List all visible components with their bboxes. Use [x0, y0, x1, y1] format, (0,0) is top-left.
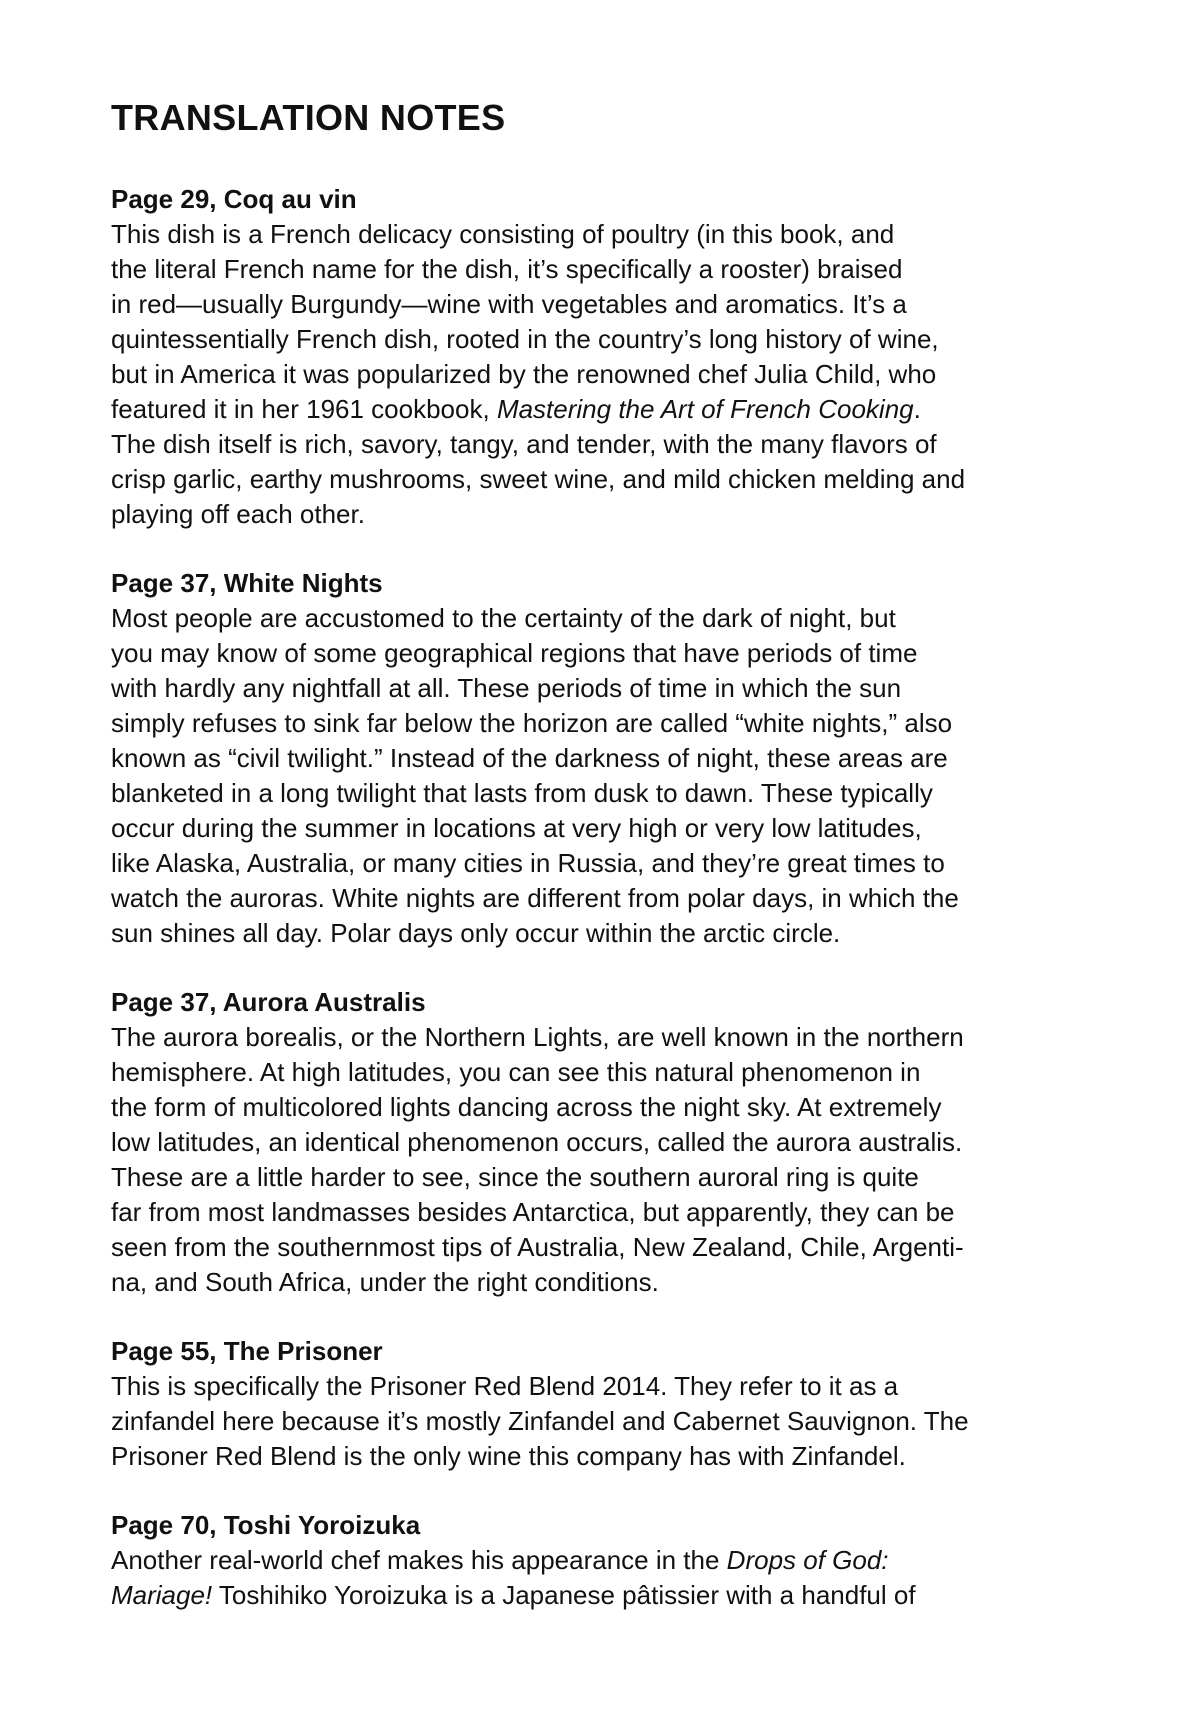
note-coq-au-vin	[111, 182, 1111, 532]
note-aurora-australis	[111, 985, 1111, 1300]
note-body-text: Toshihiko Yoroizuka is a Japanese pâtissier with a handful of	[212, 1580, 916, 1610]
note-heading: Page 37, White Nights	[111, 568, 383, 598]
note-body-text: This dish is a French delicacy consisting of poultry (in this book, and the literal French name for the dish, it’s specifically a rooster) braised in red—usually Burgundy—wine with vegetables and aromatics. It’s a quintessentially French dish, rooted in the country’s long history of wine, but in America it was popularized by the renowned chef Julia Child, who featured it in her 1961 cookbook,	[111, 219, 939, 424]
note-white-nights	[111, 566, 1111, 951]
book-title-italic: Drops of God: Mariage!	[111, 1545, 889, 1610]
book-title-italic: Mastering the Art of French Cooking	[496, 394, 914, 424]
note-toshi-yoroizuka	[111, 1508, 1111, 1613]
note-body-text: . The dish itself is rich, savory, tangy, and tender, with the many flavors of crisp garlic, earthy mushrooms, sweet wine, and mild chicken melding and playing off each other.	[111, 394, 966, 529]
note-heading: Page 70, Toshi Yoroizuka	[111, 1510, 421, 1540]
document-page	[111, 96, 1111, 1647]
note-body-text: Another real-world chef makes his appearance in the	[111, 1545, 727, 1575]
note-heading: Page 55, The Prisoner	[111, 1336, 383, 1366]
note-body	[111, 1543, 1111, 1613]
page-title: TRANSLATION NOTES	[111, 97, 506, 138]
note-body: This is specifically the Prisoner Red Blend 2014. They refer to it as a zinfandel here because it’s mostly Zinfandel and Cabernet Sauvignon. The Prisoner Red Blend is the only wine this company has with Zinfandel.	[111, 1371, 969, 1471]
note-heading: Page 37, Aurora Australis	[111, 987, 426, 1017]
note-heading: Page 29, Coq au vin	[111, 184, 357, 214]
note-body	[111, 217, 1111, 532]
note-body: Most people are accustomed to the certainty of the dark of night, but you may know of some geographical regions that have periods of time with hardly any nightfall at all. These periods of time in which the sun simply refuses to sink far below the horizon are called “white nights,” also known as “civil twilight.” Instead of the darkness of night, these areas are blanketed in a long twilight that lasts from dusk to dawn. These typically occur during the summer in locations at very high or very low latitudes, like Alaska, Australia, or many cities in Russia, and they’re great times to watch the auroras. White nights are different from polar days, in which the sun shines all day. Polar days only occur within the arctic circle.	[111, 603, 959, 948]
note-body: The aurora borealis, or the Northern Lights, are well known in the northern hemisphere. At high latitudes, you can see this natural phenomenon in the form of multicolored lights dancing across the night sky. At extremely low latitudes, an identical phenomenon occurs, called the aurora australis. These are a little harder to see, since the southern auroral ring is quite far from most landmasses besides Antarctica, but apparently, they can be seen from the southernmost tips of Australia, New Zealand, Chile, Argenti- na, and South Africa, under the right conditions.	[111, 1022, 964, 1297]
note-the-prisoner	[111, 1334, 1111, 1474]
